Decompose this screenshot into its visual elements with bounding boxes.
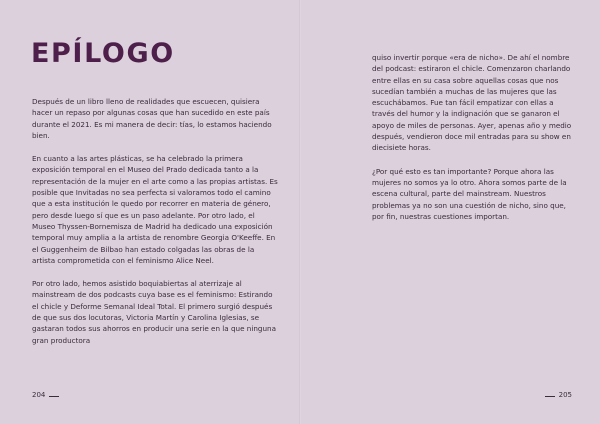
page-number-left: [32, 391, 59, 399]
paragraph: Por otro lado, hemos asistido boquiabiertas al aterrizaje al mainstream de dos podcasts cuya base es el feminismo: Estirando el chicle y Deforme Semanal Ideal Total. El primero surgió después de que sus dos locutoras, Victoria Martín y Carolina Iglesias, se gastaran todos sus ahorros en producir una serie en la que ninguna gran productora: [32, 279, 276, 345]
paragraph: En cuanto a las artes plásticas, se ha celebrado la primera exposición temporal en el Museo del Prado dedicada tanto a la representación de la mujer en el arte como a las propias artistas. Es posible que Invitadas no sea perfecta si valoramos todo el camino que a esta institución le quedo por recorrer en materia de género, pero desde luego sí que es un paso adelante. Por otro lado, el Museo Thyssen-Bornemisza de Madrid ha dedicado una exposición temporal muy amplia a la artista de renombre Georgia O'Keeffe. En el Guggenheim de Bilbao han estado colgadas las obras de la artista comprometida con el feminismo Alice Neel.: [32, 154, 278, 265]
right-page-body: [372, 52, 572, 234]
page-number-right: [545, 391, 572, 399]
chapter-title: EPÍLOGO: [31, 38, 175, 69]
page-number-rule: [545, 396, 555, 397]
page-number-text: 205: [558, 391, 572, 399]
page-number-text: 204: [32, 391, 46, 399]
paragraph: quiso invertir porque «era de nicho». De ahí el nombre del podcast: estiraron el chicle. Comenzaron charlando entre ellas en su casa sobre aquellas cosas que nos sucedían también a muchas de las mujeres que las escuchábamos. Fue tan fácil empatizar con ellas a través del humor y la indignación que se ganaron el apoyo de miles de personas. Ayer, apenas año y medio después, vendieron doce mil entradas para su show en diecisiete horas.: [372, 53, 572, 153]
right-page: [300, 0, 600, 424]
left-page-body: [32, 96, 278, 358]
paragraph: Después de un libro lleno de realidades que escuecen, quisiera hacer un repaso por algunas cosas que han sucedido en este país durante el 2021. Es mi manera de decir: tías, lo estamos haciendo bien.: [32, 97, 272, 140]
page-number-rule: [49, 396, 59, 397]
paragraph: ¿Por qué esto es tan importante? Porque ahora las mujeres no somos ya lo otro. Ahora somos parte de la escena cultural, parte del mainstream. Nuestros problemas ya no son una cuestión de nicho, sino que, por fin, nuestras cuestiones importan.: [372, 166, 567, 221]
